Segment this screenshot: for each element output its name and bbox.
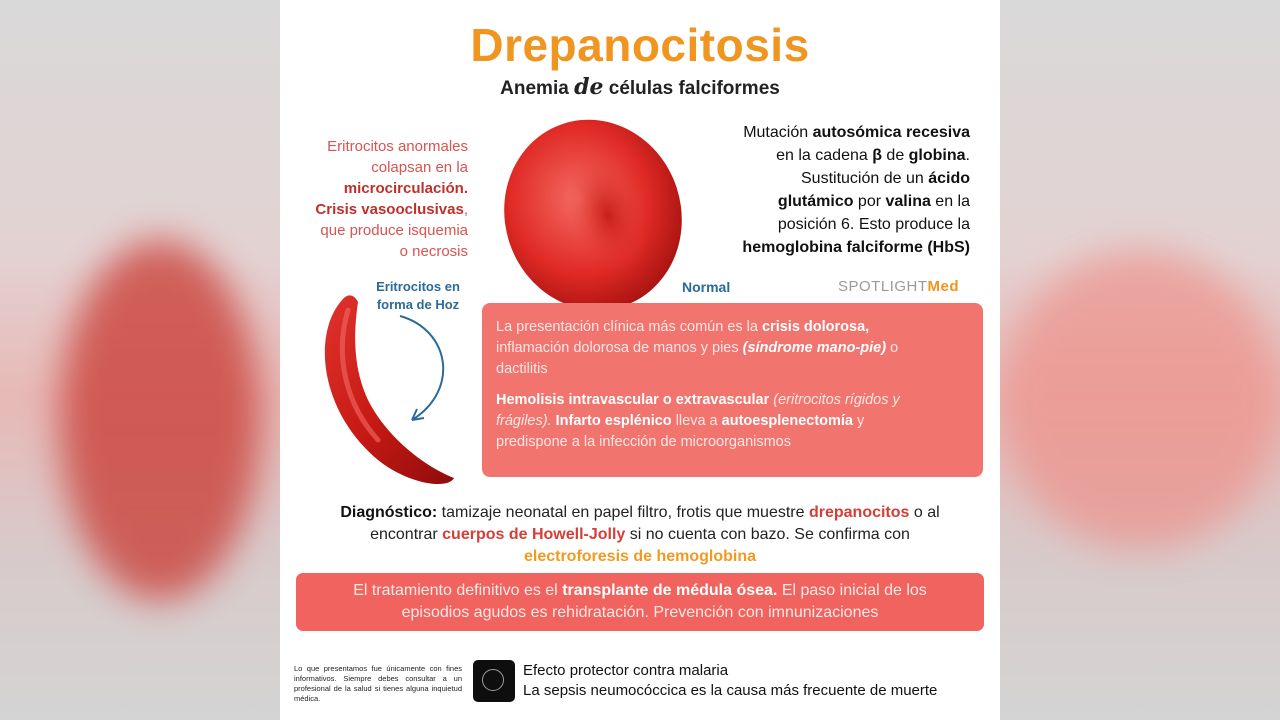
clinical-presentation-box xyxy=(482,303,983,477)
mutation-description: Mutación autosómica recesiva en la cadena β de globina. Sustitución de un ácido glutámico por valina en la posición 6. Esto produce la hemoglobina falciforme (HbS) xyxy=(742,124,970,256)
treatment-box: El tratamiento definitivo es el transplante de médula ósea. El paso inicial de los episodios agudos es rehidratación. Prevención con imnunizaciones xyxy=(296,573,984,631)
infographic-card xyxy=(280,0,1000,720)
dark-circle-icon xyxy=(473,660,515,702)
clinical-paragraph-2: Hemolisis intravascular o extravascular (eritrocitos rígidos y frágiles). Infarto esplénico lleva a autoesplenectomía y predispone a la infección de microorganismos xyxy=(496,392,900,450)
sepsis-note: La sepsis neumocóccica es la causa más frecuente de muerte xyxy=(523,682,938,699)
footer-notes xyxy=(523,661,937,701)
page-title: Drepanocitosis xyxy=(470,19,810,71)
microcirculation-note: Eritrocitos anormales colapsan en la microcirculación. Crisis vasooclusivas, que produce isquemia o necrosis xyxy=(315,138,468,260)
normal-label: Normal xyxy=(682,279,731,295)
normal-erythrocyte-image xyxy=(498,115,690,315)
diagnosis-text: Diagnóstico: tamizaje neonatal en papel filtro, frotis que muestre drepanocitos o al encontrar cuerpos de Howell-Jolly si no cuenta con bazo. Se confirma con electroforesis de hemoglobina xyxy=(340,504,940,565)
disclaimer-text: Lo que presentamos fue únicamente con fines informativos. Siempre debes consultar a un profesional de la salud si tienes alguna inquietud médica. xyxy=(294,664,462,703)
curved-arrow-icon xyxy=(390,310,470,430)
background-right xyxy=(1000,0,1280,720)
malaria-note: Efecto protector contra malaria xyxy=(523,662,729,679)
spotlightmed-logo: SPOTLIGHTMed xyxy=(838,278,960,295)
clinical-paragraph-1: La presentación clínica más común es la crisis dolorosa, inflamación dolorosa de manos y pies (síndrome mano-pie) o dactilitis xyxy=(496,319,899,377)
subtitle: Anemia de células falciformes xyxy=(500,74,780,100)
sickle-cell-label: Eritrocitos en forma de Hoz xyxy=(376,279,460,312)
background-left xyxy=(0,0,280,720)
